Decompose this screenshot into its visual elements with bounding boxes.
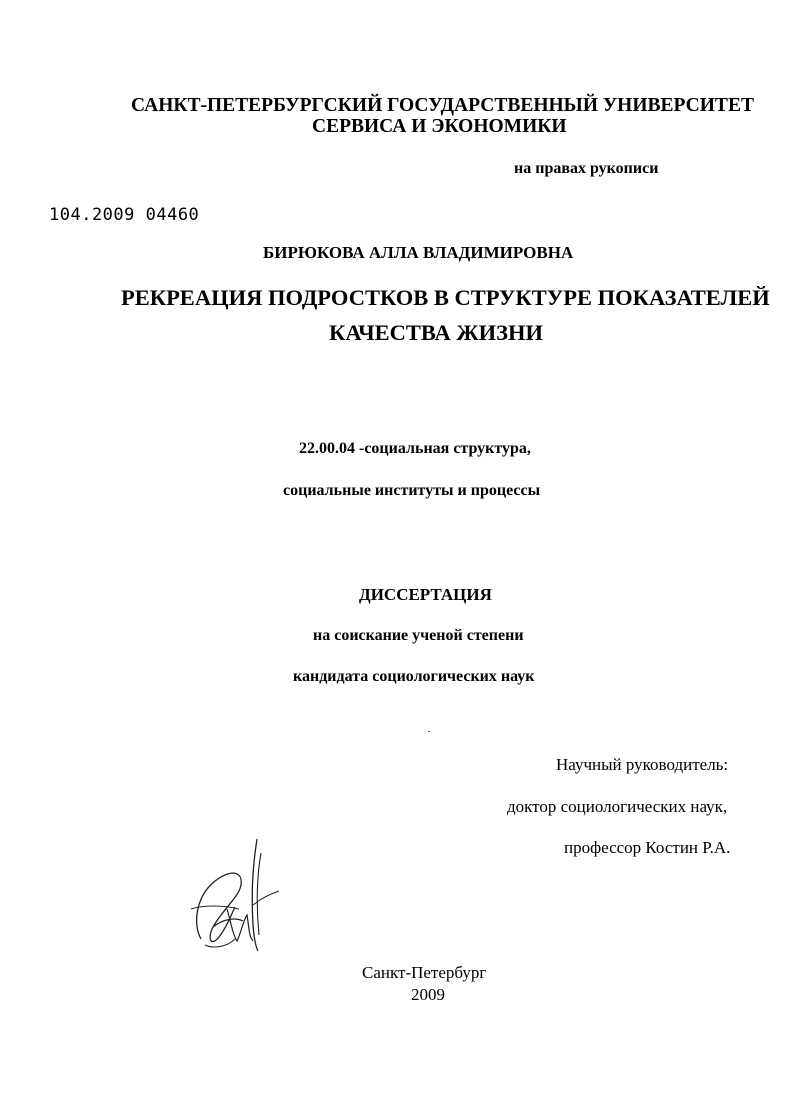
university-name-line1: САНКТ-ПЕТЕРБУРГСКИЙ ГОСУДАРСТВЕННЫЙ УНИВЕРСИТЕТ — [131, 95, 754, 116]
supervisor-degree: доктор социологических наук, — [507, 797, 728, 816]
supervisor-title: Научный руководитель: — [556, 755, 729, 774]
specialty-line2: социальные институты и процессы — [283, 482, 541, 499]
city: Санкт-Петербург — [362, 963, 487, 982]
dissertation-title-line1: РЕКРЕАЦИЯ ПОДРОСТКОВ В СТРУКТУРЕ ПОКАЗАТЕЛЕЙ — [121, 285, 770, 310]
specialty-line1: 22.00.04 -социальная структура, — [299, 440, 531, 457]
manuscript-rights-label: на правах рукописи — [514, 160, 659, 177]
archive-code: 104.2009 04460 — [49, 205, 200, 225]
supervisor-name: профессор Костин Р.А. — [564, 838, 731, 857]
signature-icon — [183, 835, 283, 955]
university-name-line2: СЕРВИСА И ЭКОНОМИКИ — [312, 116, 567, 137]
author-name: БИРЮКОВА АЛЛА ВЛАДИМИРОВНА — [263, 243, 574, 262]
dissertation-label: ДИССЕРТАЦИЯ — [359, 585, 492, 604]
scan-speck — [428, 731, 430, 732]
year: 2009 — [411, 985, 445, 1004]
degree-line2: кандидата социологических наук — [293, 668, 535, 685]
dissertation-title-line2: КАЧЕСТВА ЖИЗНИ — [329, 320, 544, 345]
degree-line1: на соискание ученой степени — [313, 627, 524, 644]
